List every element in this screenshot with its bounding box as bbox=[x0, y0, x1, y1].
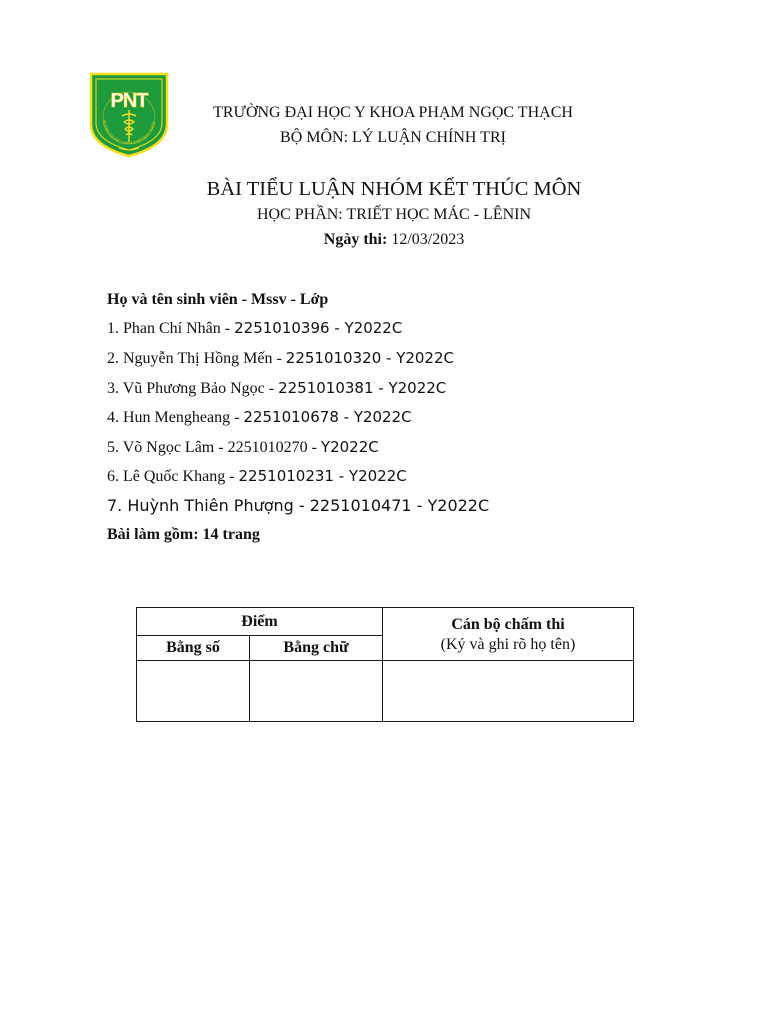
svg-text:PNT: PNT bbox=[110, 90, 148, 112]
student-item: 5. Võ Ngọc Lâm - 2251010270 - Y2022C bbox=[107, 438, 379, 456]
page-count: Bài làm gồm: 14 trang bbox=[107, 526, 260, 543]
examiner-cell bbox=[383, 608, 634, 661]
exam-date-label: Ngày thi: bbox=[323, 231, 388, 248]
exam-date bbox=[0, 230, 768, 250]
student-item: 1. Phan Chí Nhân - 2251010396 - Y2022C bbox=[107, 319, 403, 337]
essay-title: BÀI TIỂU LUẬN NHÓM KẾT THÚC MÔN bbox=[206, 178, 582, 200]
score-words-cell bbox=[250, 661, 383, 722]
student-item: 4. Hun Mengheang - 2251010678 - Y2022C bbox=[107, 408, 412, 426]
examiner-signature-cell bbox=[383, 661, 634, 722]
examiner-note: (Ký và ghi rõ họ tên) bbox=[440, 636, 576, 653]
student-list-heading: Họ và tên sinh viên - Mssv - Lớp bbox=[107, 291, 329, 308]
logo-lettering bbox=[111, 90, 149, 112]
exam-date-value: 12/03/2023 bbox=[391, 231, 465, 248]
department-name: BỘ MÔN: LÝ LUẬN CHÍNH TRỊ bbox=[280, 129, 506, 146]
svg-text:TRƯỜNG ĐẠI HỌC Y KHOA PHẠM NGỌ: TRƯỜNG ĐẠI HỌC Y KHOA PHẠM NGỌC THẠCH bbox=[102, 119, 156, 146]
score-numeric-cell bbox=[137, 661, 250, 722]
course-name: HỌC PHẦN: TRIẾT HỌC MÁC - LÊNIN bbox=[256, 206, 532, 223]
examiner-header: Cán bộ chấm thi bbox=[451, 616, 565, 633]
student-item: 7. Huỳnh Thiên Phượng - 2251010471 - Y2022C bbox=[107, 496, 490, 515]
score-words-header: Bằng chữ bbox=[283, 639, 349, 657]
score-header: Điểm bbox=[241, 612, 278, 630]
student-item: 6. Lê Quốc Khang - 2251010231 - Y2022C bbox=[107, 467, 407, 485]
student-item: 3. Vũ Phương Bảo Ngọc - 2251010381 - Y2022C bbox=[107, 379, 447, 397]
student-item: 2. Nguyễn Thị Hồng Mến - 2251010320 - Y2022C bbox=[107, 349, 454, 367]
score-numeric-header: Bằng số bbox=[166, 639, 220, 657]
university-name: TRƯỜNG ĐẠI HỌC Y KHOA PHẠM NGỌC THẠCH bbox=[213, 104, 573, 121]
university-logo bbox=[89, 72, 169, 158]
grade-table bbox=[136, 607, 634, 722]
